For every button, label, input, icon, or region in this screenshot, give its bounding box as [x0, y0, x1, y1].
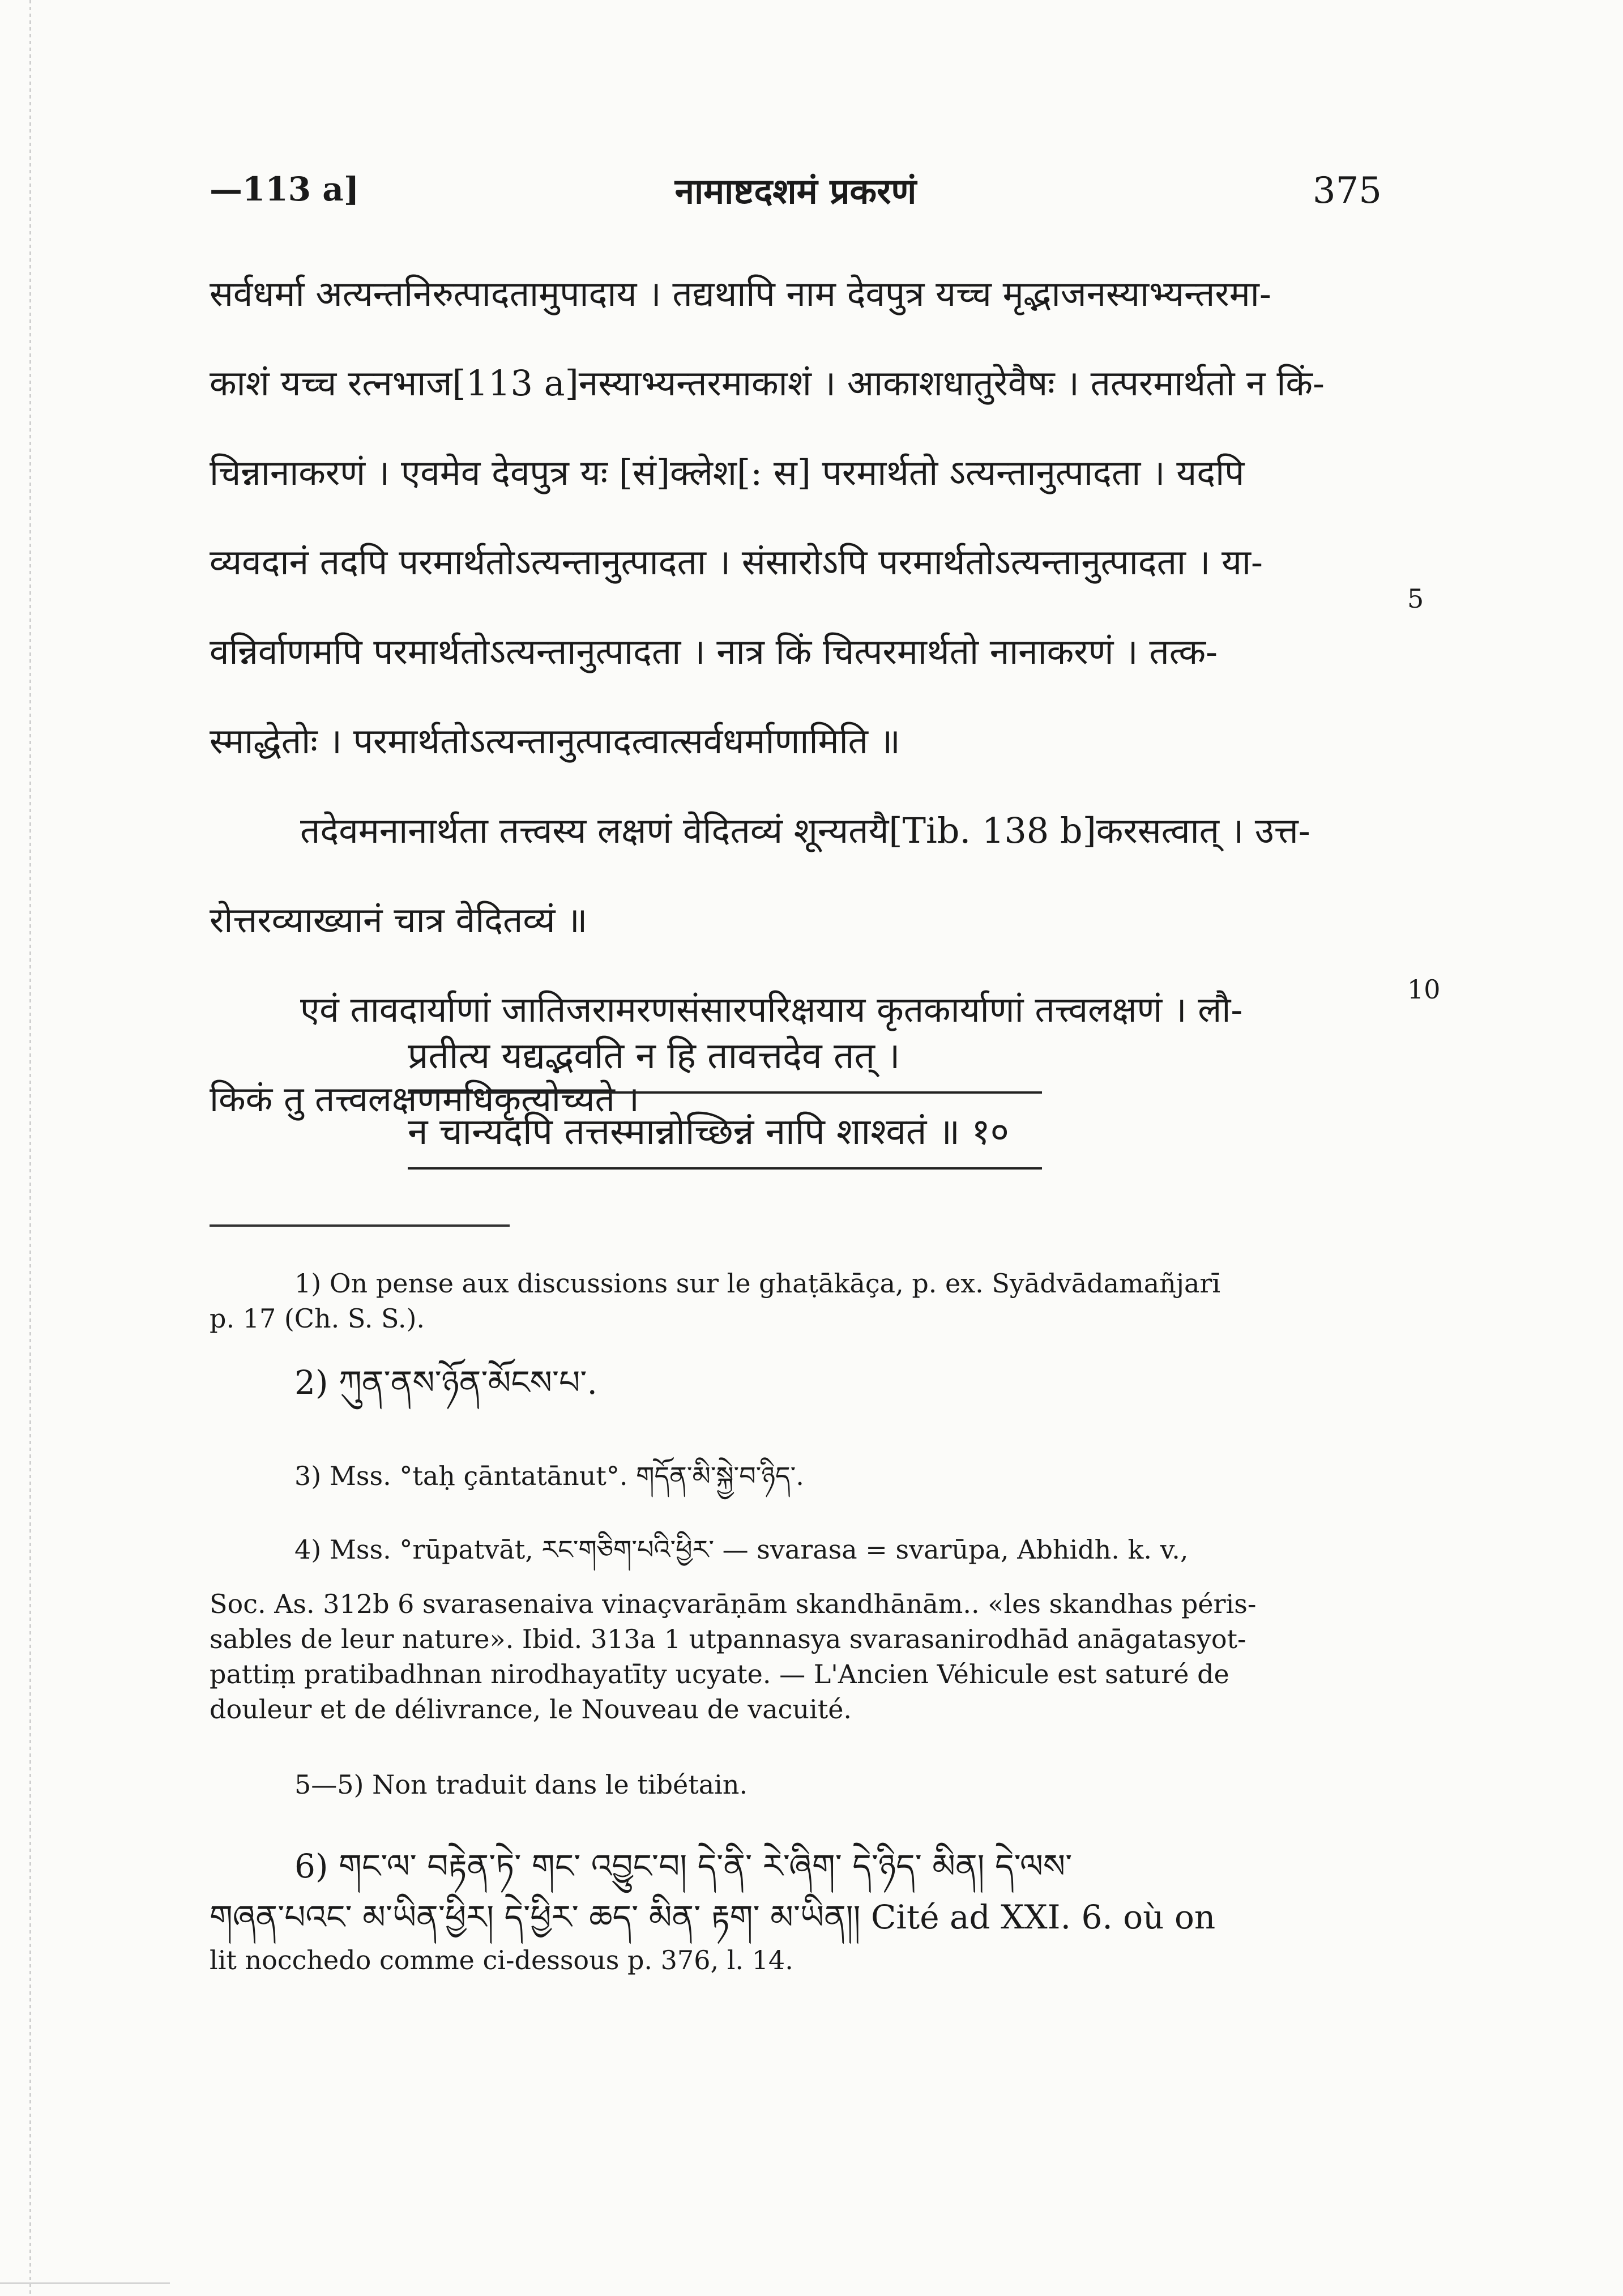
footnote-6 — [210, 1841, 1387, 1978]
footnote-2 — [210, 1365, 1387, 1400]
text-line: काशं यच्च रत्नभाज[113 a]नस्याभ्यन्तरमाकाशं । आकाशधातुरेवैषः । तत्परमार्थतो न किं- — [210, 362, 1325, 404]
main-text — [210, 249, 1387, 1144]
footnote-text: 3) Mss. °taḥ çāntatānut°. གདོན་མི་སྐྱེ་བ་ཉིད་. — [294, 1461, 804, 1491]
line-number: 10 — [1407, 974, 1441, 1005]
footnote-4 — [210, 1532, 1387, 1727]
scan-margin-line — [29, 0, 31, 2296]
text-line: वन्निर्वाणमपि परमार्थतोऽत्यन्तानुत्पादता । नात्र किं चित्परमार्थतो नानाकरणं । तत्क- — [210, 631, 1218, 672]
footnote-5 — [210, 1767, 1387, 1802]
footnote-text: Soc. As. 312b 6 svarasenaiva vinaçvarāṇām skandhānām.. «les skandhas péris- — [210, 1589, 1257, 1619]
text-line: सर्वधर्मा अत्यन्तनिरुत्पादतामुपादाय । तद्यथापि नाम देवपुत्र यच्च मृद्भाजनस्याभ्यन्तरमा- — [210, 273, 1271, 314]
text-line: रोत्तरव्याख्यानं चात्र वेदितव्यं ॥ — [210, 899, 588, 941]
line-number: 5 — [1407, 583, 1424, 614]
footnote-text: 5—5) Non traduit dans le tibétain. — [294, 1769, 748, 1800]
section-reference: —113 a] — [210, 170, 360, 208]
footnote-1 — [210, 1266, 1387, 1336]
text-line: व्यवदानं तदपि परमार्थतोऽत्यन्तानुत्पादता । संसारोऽपि परमार्थतोऽत्यन्तानुत्पादता । या- — [210, 541, 1263, 583]
footnote-text: གཞན་པའང་ མ་ཡིན་ཕྱིར། དེ་ཕྱིར་ ཆད་ མིན་ རྟག་ མ་ཡིན།། Cité ad XXI. 6. où on — [210, 1898, 1216, 1936]
footnote-3 — [210, 1458, 1387, 1493]
text-line: किकं तु तत्त्वलक्षणमधिकृत्योच्यते । — [210, 1078, 640, 1120]
running-header — [210, 170, 1382, 221]
footnote-text: 4) Mss. °rūpatvāt, རང་གཅིག་པའི་ཕྱིར་ — svarasa = svarūpa, Abhidh. k. v., — [294, 1534, 1189, 1565]
text-line: चिन्नानाकरणं । एवमेव देवपुत्र यः [सं]क्लेश[: स] परमार्थतो ऽत्यन्तानुत्पादता । यदपि — [210, 452, 1245, 493]
scan-bottom-line — [0, 2282, 170, 2284]
footnote-text: douleur et de délivrance, le Nouveau de vacuité. — [210, 1694, 852, 1725]
verse-line: प्रतीत्य यद्यद्भवति न हि तावत्तदेव तत् । — [408, 1028, 1042, 1094]
footnote-text: 2) ཀུན་ནས་ཉོན་མོངས་པ་. — [294, 1363, 597, 1402]
footnote-text: lit nocchedo comme ci-dessous p. 376, l. 14. — [210, 1945, 793, 1975]
chapter-title: नामाष्टदशमं प्रकरणं — [674, 170, 917, 212]
page-number: 375 — [1312, 170, 1382, 212]
text-line: स्माद्धेतोः । परमार्थतोऽत्यन्तानुत्पादत्वात्सर्वधर्माणामिति ॥ — [210, 720, 900, 762]
footnote-text: 6) གང་ལ་ བརྟེན་ཏེ་ གང་ འབྱུང་བ། དེ་ནི་ རེ་ཞིག་ དེ་ཉིད་ མིན། དེ་ལས་ — [294, 1847, 1073, 1885]
text-line: एवं तावदार्याणां जातिजरामरणसंसारपरिक्षयाय कृतकार्याणां तत्त्वलक्षणं । लौ- — [300, 989, 1243, 1030]
footnote-text: pattiṃ pratibadhnan nirodhayatīty ucyate. — L'Ancien Véhicule est saturé de — [210, 1659, 1229, 1689]
verse-block — [408, 1028, 1042, 1170]
footnote-text: sables de leur nature». Ibid. 313a 1 utpannasya svarasanirodhād anāgatasyot- — [210, 1624, 1246, 1654]
verse-line: न चान्यदपि तत्तस्मान्नोच्छिन्नं नापि शाश्वतं ॥ १० — [408, 1104, 1042, 1170]
text-line: तदेवमनानार्थता तत्त्वस्य लक्षणं वेदितव्यं शून्यतयै[Tib. 138 b]करसत्वात् । उत्त- — [300, 810, 1310, 851]
footnote-text: 1) On pense aux discussions sur le ghaṭākāça, p. ex. Syādvādamañjarī — [294, 1268, 1221, 1299]
footnote-text: p. 17 (Ch. S. S.). — [210, 1303, 425, 1334]
footnote-separator — [210, 1224, 510, 1227]
